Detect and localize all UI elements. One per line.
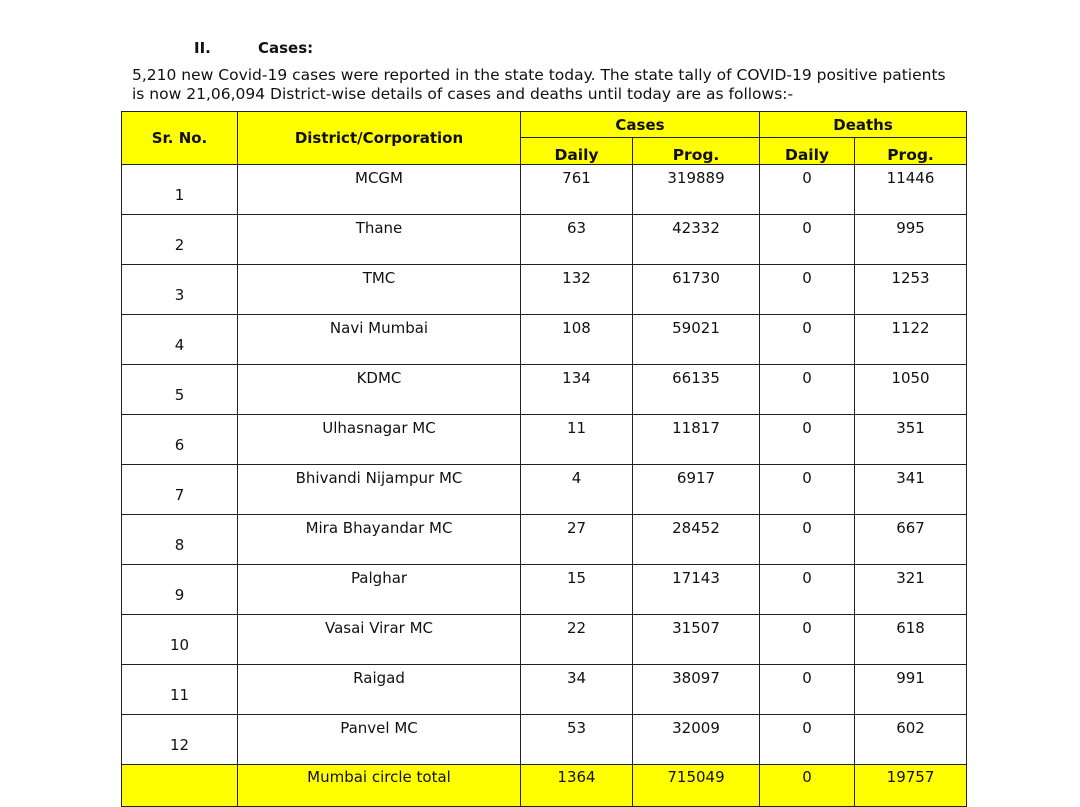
sr-no-cell: 10 — [122, 615, 238, 665]
deaths-prog-cell: 1253 — [855, 265, 967, 315]
sr-no-cell: 5 — [122, 365, 238, 415]
table-row — [122, 565, 967, 615]
cases-daily-cell: 34 — [521, 665, 633, 715]
deaths-daily-cell: 0 — [760, 665, 855, 715]
deaths-prog-cell: 321 — [855, 565, 967, 615]
cases-prog-cell: 42332 — [633, 215, 760, 265]
section-heading — [194, 39, 313, 57]
sr-no-cell: 11 — [122, 665, 238, 715]
header-sr-no: Sr. No. — [122, 112, 238, 165]
deaths-prog-cell: 991 — [855, 665, 967, 715]
table-body — [122, 165, 967, 807]
header-cases: Cases — [521, 112, 760, 138]
deaths-prog-cell: 602 — [855, 715, 967, 765]
sr-no-cell: 12 — [122, 715, 238, 765]
table-row — [122, 165, 967, 215]
intro-line-1: 5,210 new Covid-19 cases were reported in the state today. The state tally of COVID-19 positive patients — [132, 66, 946, 84]
cases-prog-cell: 319889 — [633, 165, 760, 215]
sr-no-cell: 7 — [122, 465, 238, 515]
header-deaths: Deaths — [760, 112, 967, 138]
total-sr-no-cell — [122, 765, 238, 807]
cases-daily-cell: 63 — [521, 215, 633, 265]
deaths-daily-cell: 0 — [760, 415, 855, 465]
district-cell: KDMC — [238, 365, 521, 415]
cases-daily-cell: 108 — [521, 315, 633, 365]
district-cell: Panvel MC — [238, 715, 521, 765]
header-deaths-daily: Daily — [760, 138, 855, 165]
cases-daily-cell: 22 — [521, 615, 633, 665]
deaths-prog-cell: 351 — [855, 415, 967, 465]
total-cases-prog-cell: 715049 — [633, 765, 760, 807]
cases-prog-cell: 61730 — [633, 265, 760, 315]
deaths-prog-cell: 1122 — [855, 315, 967, 365]
table-row — [122, 365, 967, 415]
deaths-daily-cell: 0 — [760, 465, 855, 515]
intro-line-2: is now 21,06,094 District-wise details of cases and deaths until today are as follows:- — [132, 85, 794, 103]
cases-prog-cell: 32009 — [633, 715, 760, 765]
section-number: II. — [194, 39, 211, 57]
district-cell: Ulhasnagar MC — [238, 415, 521, 465]
table-row — [122, 515, 967, 565]
cases-prog-cell: 66135 — [633, 365, 760, 415]
cases-prog-cell: 59021 — [633, 315, 760, 365]
deaths-daily-cell: 0 — [760, 715, 855, 765]
district-cell: Raigad — [238, 665, 521, 715]
header-row-1 — [122, 112, 967, 138]
cases-daily-cell: 15 — [521, 565, 633, 615]
header-cases-prog: Prog. — [633, 138, 760, 165]
table-row — [122, 415, 967, 465]
cases-daily-cell: 132 — [521, 265, 633, 315]
cases-prog-cell: 6917 — [633, 465, 760, 515]
header-district: District/Corporation — [238, 112, 521, 165]
table-row — [122, 715, 967, 765]
table-row — [122, 265, 967, 315]
intro-paragraph — [132, 66, 972, 104]
total-deaths-daily-cell: 0 — [760, 765, 855, 807]
district-cell: Thane — [238, 215, 521, 265]
sr-no-cell: 3 — [122, 265, 238, 315]
deaths-prog-cell: 1050 — [855, 365, 967, 415]
deaths-prog-cell: 995 — [855, 215, 967, 265]
header-cases-daily: Daily — [521, 138, 633, 165]
cases-daily-cell: 27 — [521, 515, 633, 565]
sr-no-cell: 1 — [122, 165, 238, 215]
cases-prog-cell: 38097 — [633, 665, 760, 715]
section-title: Cases: — [258, 39, 314, 57]
cases-prog-cell: 17143 — [633, 565, 760, 615]
table-row — [122, 665, 967, 715]
table-row — [122, 315, 967, 365]
deaths-prog-cell: 667 — [855, 515, 967, 565]
total-row — [122, 765, 967, 807]
district-cell: Vasai Virar MC — [238, 615, 521, 665]
cases-daily-cell: 4 — [521, 465, 633, 515]
cases-prog-cell: 31507 — [633, 615, 760, 665]
sr-no-cell: 2 — [122, 215, 238, 265]
cases-daily-cell: 761 — [521, 165, 633, 215]
deaths-daily-cell: 0 — [760, 215, 855, 265]
table-row — [122, 215, 967, 265]
sr-no-cell: 8 — [122, 515, 238, 565]
cases-daily-cell: 134 — [521, 365, 633, 415]
total-district-cell: Mumbai circle total — [238, 765, 521, 807]
sr-no-cell: 9 — [122, 565, 238, 615]
cases-prog-cell: 28452 — [633, 515, 760, 565]
district-cell: Bhivandi Nijampur MC — [238, 465, 521, 515]
cases-daily-cell: 11 — [521, 415, 633, 465]
deaths-daily-cell: 0 — [760, 615, 855, 665]
district-cases-table — [121, 111, 967, 807]
deaths-prog-cell: 618 — [855, 615, 967, 665]
deaths-daily-cell: 0 — [760, 515, 855, 565]
district-cell: Mira Bhayandar MC — [238, 515, 521, 565]
total-cases-daily-cell: 1364 — [521, 765, 633, 807]
deaths-prog-cell: 341 — [855, 465, 967, 515]
district-cell: MCGM — [238, 165, 521, 215]
district-cell: Navi Mumbai — [238, 315, 521, 365]
cases-prog-cell: 11817 — [633, 415, 760, 465]
district-cell: Palghar — [238, 565, 521, 615]
deaths-daily-cell: 0 — [760, 165, 855, 215]
sr-no-cell: 4 — [122, 315, 238, 365]
table-row — [122, 465, 967, 515]
deaths-daily-cell: 0 — [760, 315, 855, 365]
sr-no-cell: 6 — [122, 415, 238, 465]
table-row — [122, 615, 967, 665]
deaths-daily-cell: 0 — [760, 365, 855, 415]
deaths-prog-cell: 11446 — [855, 165, 967, 215]
cases-daily-cell: 53 — [521, 715, 633, 765]
total-deaths-prog-cell: 19757 — [855, 765, 967, 807]
header-deaths-prog: Prog. — [855, 138, 967, 165]
deaths-daily-cell: 0 — [760, 565, 855, 615]
deaths-daily-cell: 0 — [760, 265, 855, 315]
district-cell: TMC — [238, 265, 521, 315]
